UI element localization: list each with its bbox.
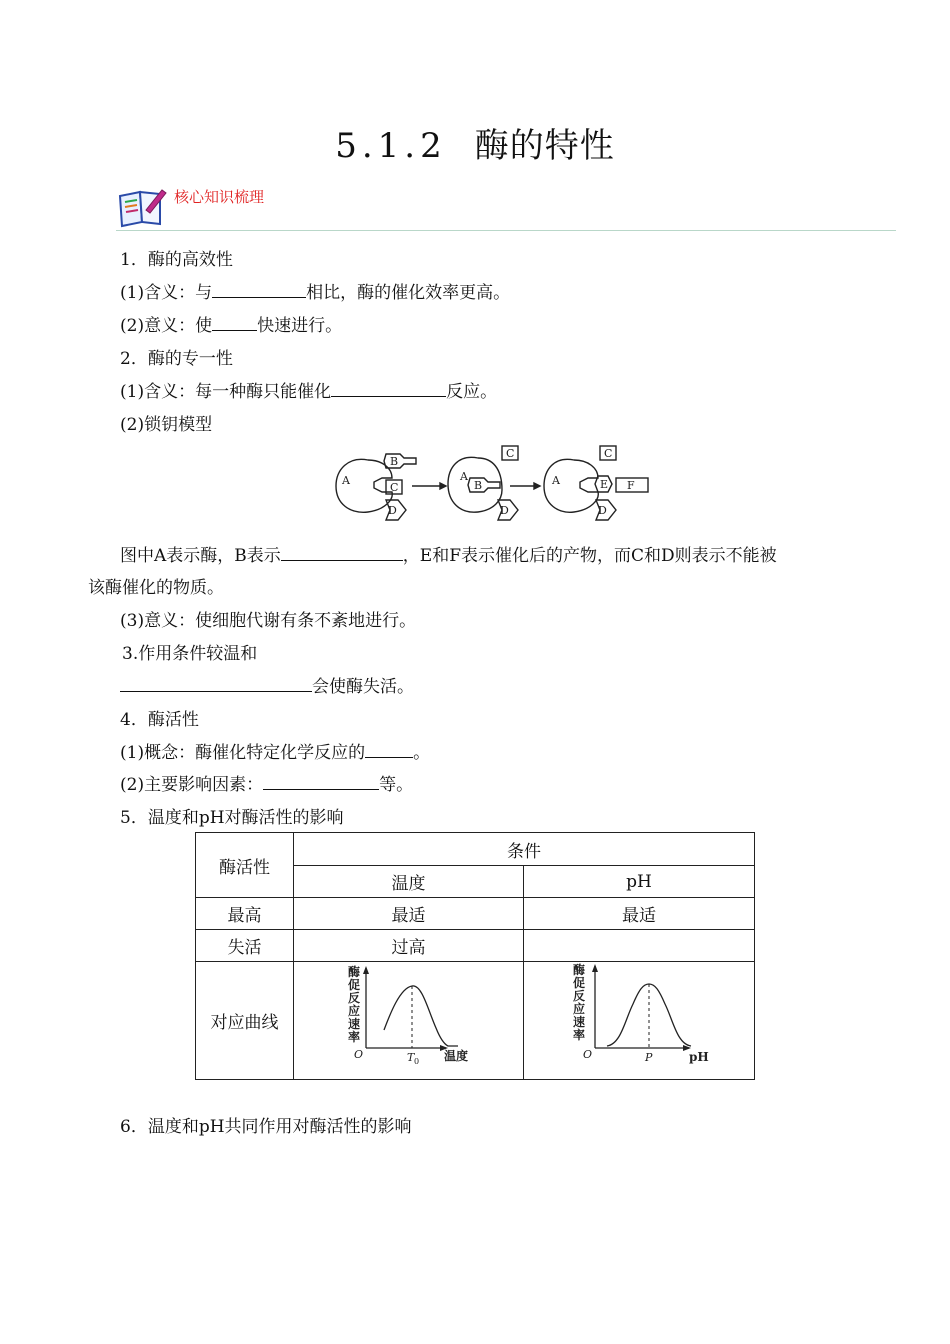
label-d-1: D — [388, 504, 397, 517]
blank-efficiency-significance[interactable] — [212, 313, 257, 331]
table-cell — [524, 930, 755, 962]
heading-temp-ph: 5．温度和pH对酶活性的影响 — [120, 808, 344, 828]
label-a-3: A — [552, 474, 560, 487]
heading-efficiency: 1．酶的高效性 — [120, 250, 233, 270]
condition-table — [195, 832, 755, 1080]
temp-origin: O — [354, 1048, 364, 1061]
ph-origin: O — [582, 1048, 592, 1061]
section-label: 核心知识梳理 — [174, 188, 265, 206]
table-cell: 失活 — [196, 930, 294, 962]
activity-factors: (2)主要影响因素： 等。 — [120, 770, 413, 795]
temp-peak-sub: 0 — [414, 1057, 420, 1066]
y-label-char: 率 — [572, 1028, 585, 1042]
heading-enzyme-activity: 4．酶活性 — [120, 710, 199, 730]
label-f: F — [627, 479, 635, 492]
blank-b-meaning[interactable] — [281, 543, 403, 561]
efficiency-significance: (2)意义：使 快速进行。 — [120, 311, 342, 336]
y-label-char: 速 — [348, 1017, 361, 1031]
figure-explanation-cont: 该酶催化的物质。 — [88, 578, 224, 598]
label-b-2: B — [474, 479, 483, 492]
table-cell: 最适 — [524, 898, 755, 930]
label-d-3: D — [598, 504, 607, 517]
label-c-1: C — [390, 481, 399, 494]
lock-key-model-label: (2)锁钥模型 — [120, 415, 213, 435]
heading-specificity: 2．酶的专一性 — [120, 349, 233, 369]
y-label-char: 应 — [572, 1002, 585, 1016]
y-label-char: 促 — [348, 978, 361, 992]
page-title — [0, 118, 950, 167]
table-col-header: 条件 — [294, 833, 755, 866]
label-a-2: A — [460, 470, 468, 483]
ph-x-label: pH — [688, 1050, 709, 1064]
table-row — [196, 930, 755, 962]
label-b-1: B — [390, 455, 399, 468]
table-col-ph: pH — [524, 866, 755, 898]
table-cell: 最高 — [196, 898, 294, 930]
mild-conditions-line: 会使酶失活。 — [120, 672, 414, 697]
title-text: 酶的特性 — [474, 126, 615, 166]
substrate-b-1 — [384, 454, 416, 468]
lock-key-diagram — [330, 440, 660, 526]
temperature-curve-line — [384, 986, 458, 1046]
substrate-b-2 — [468, 478, 500, 492]
heading-combined-effect: 6．温度和pH共同作用对酶活性的影响 — [120, 1117, 412, 1137]
table-row — [196, 962, 755, 1080]
y-label-char: 反 — [348, 991, 361, 1005]
specificity-meaning: (1)含义：每一种酶只能催化 反应。 — [120, 377, 497, 402]
specificity-significance: (3)意义：使细胞代谢有条不紊地进行。 — [120, 611, 417, 631]
temperature-curve — [294, 962, 523, 1074]
table-cell: 过高 — [294, 930, 524, 962]
temp-peak: T — [407, 1051, 415, 1064]
notebook-pen-icon — [116, 186, 168, 232]
table-cell: 最适 — [294, 898, 524, 930]
y-label-char: 反 — [572, 989, 585, 1003]
title-number: 5.1.2 — [335, 126, 447, 166]
blank-efficiency-compare[interactable] — [212, 280, 306, 298]
y-label-char: 应 — [348, 1004, 361, 1018]
y-label-char: 促 — [572, 976, 585, 990]
table-row-header: 酶活性 — [196, 833, 294, 898]
ph-curve — [525, 962, 754, 1074]
activity-concept: (1)概念：酶催化特定化学反应的 。 — [120, 738, 430, 763]
label-a-1: A — [342, 474, 350, 487]
table-row — [196, 898, 755, 930]
y-label-char: 速 — [572, 1015, 585, 1029]
temp-curve-cell — [294, 962, 524, 1080]
y-label-char: 酶 — [348, 965, 361, 979]
label-c-3: C — [604, 447, 613, 460]
blank-activity-factors[interactable] — [263, 772, 379, 790]
ph-peak: P — [644, 1051, 652, 1064]
blank-specificity[interactable] — [331, 379, 446, 397]
blank-activity-concept[interactable] — [365, 740, 413, 758]
table-curve-label: 对应曲线 — [196, 962, 294, 1080]
blank-inactivation[interactable] — [120, 674, 312, 692]
y-label-char: 酶 — [572, 963, 585, 977]
figure-explanation: 图中A表示酶，B表示 ，E和F表示催化后的产物，而C和D则表示不能被 — [120, 541, 777, 566]
y-label-char: 率 — [348, 1030, 361, 1044]
table-col-temp: 温度 — [294, 866, 524, 898]
efficiency-meaning: (1)含义：与 相比，酶的催化效率更高。 — [120, 278, 510, 303]
heading-mild-conditions: 3.作用条件较温和 — [122, 644, 258, 664]
section-divider — [116, 230, 896, 231]
label-e: E — [600, 478, 609, 491]
label-c-2: C — [506, 447, 515, 460]
ph-curve-cell — [524, 962, 755, 1080]
label-d-2: D — [500, 504, 509, 517]
temp-x-label: 温度 — [444, 1049, 469, 1063]
